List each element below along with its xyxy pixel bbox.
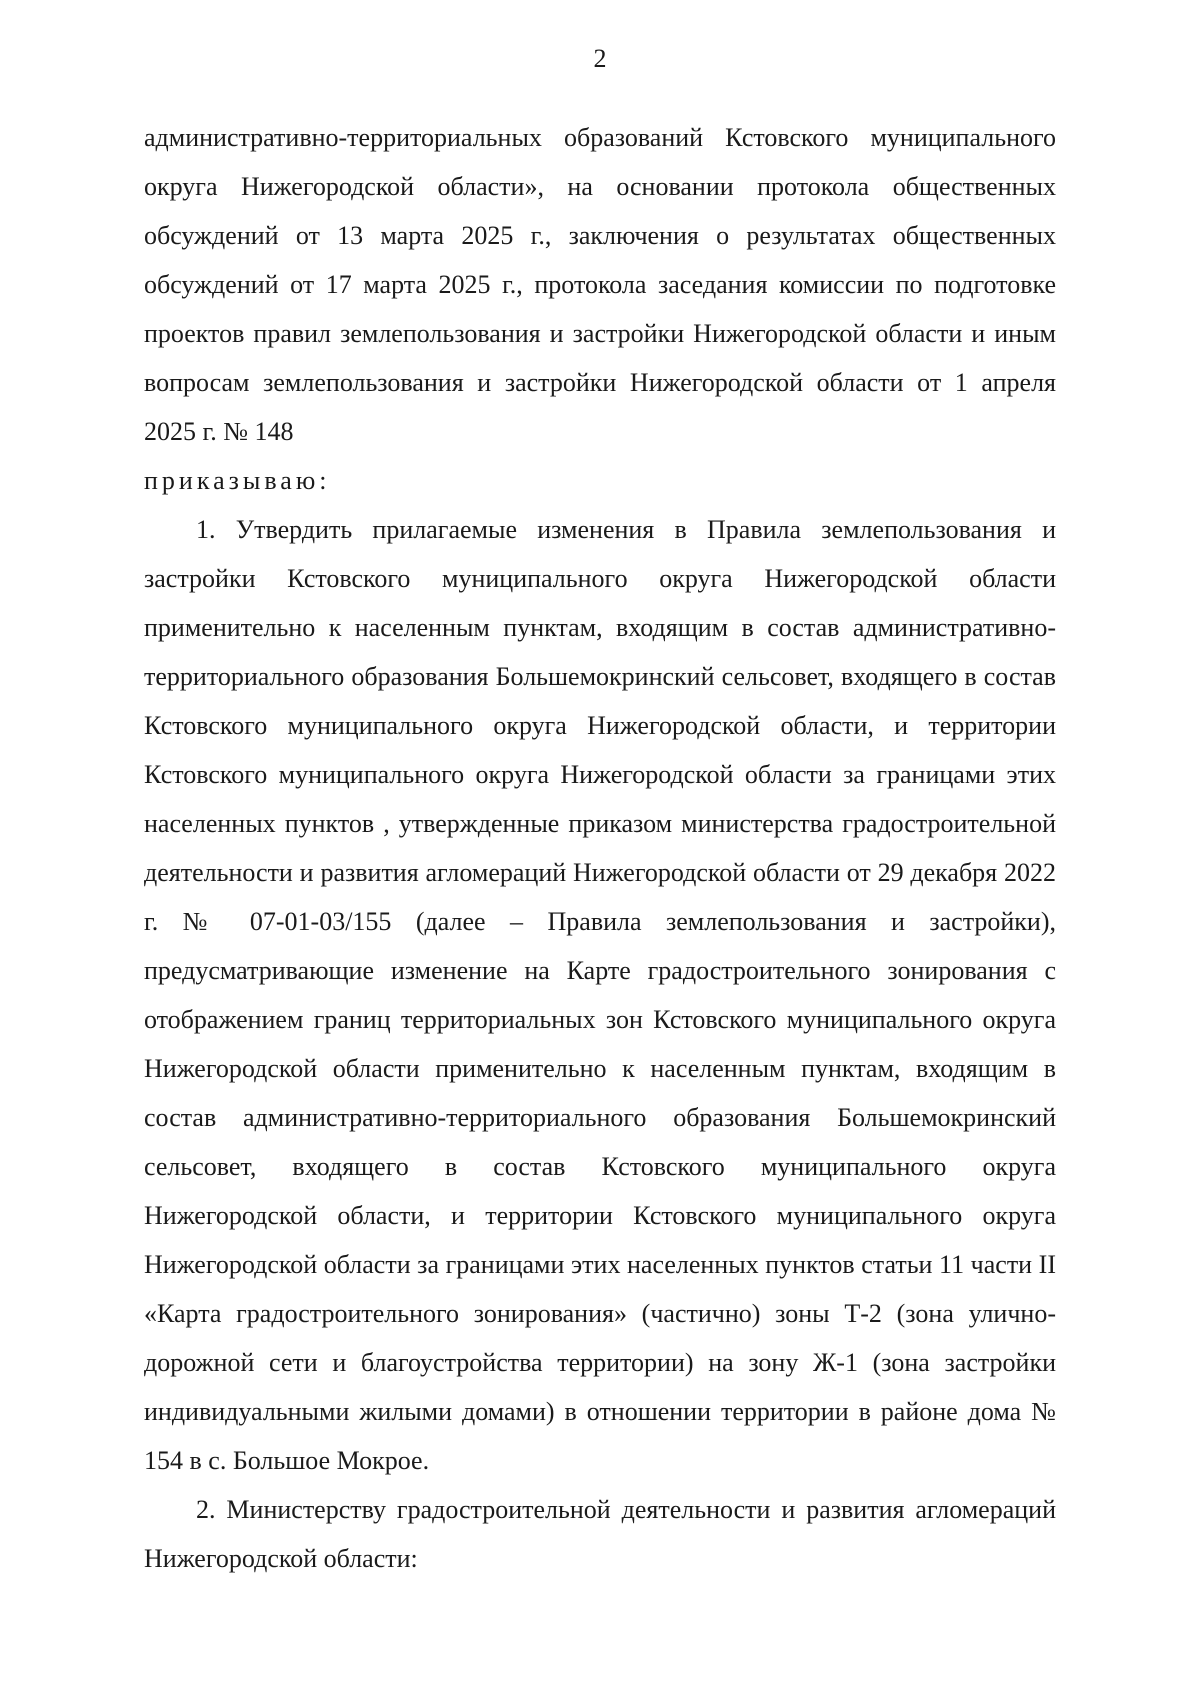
item-1-paragraph: 1. Утвердить прилагаемые изменения в Правила землепользования и застройки Кстовского муниципального округа Нижегородской области применительно к населенным пунктам, входящим в состав административно-территориального образования Большемокринский сельсовет, входящего в состав Кстовского муниципального округа Нижегородской области, и территории Кстовского муниципального округа Нижегородской области за границами этих населенных пунктов , утвержденные приказом министерства градостроительной деятельности и развития агломераций Нижегородской области от 29 декабря 2022 г. № 07-01-03/155 (далее – Правила землепользования и застройки), предусматривающие изменение на Карте градостроительного зонирования с отображением границ территориальных зон Кстовского муниципального округа Нижегородской области применительно к населенным пунктам, входящим в состав административно-территориального образования Большемокринский сельсовет, входящего в состав Кстовского муниципального округа Нижегородской области, и территории Кстовского муниципального округа Нижегородской области за границами этих населенных пунктов статьи 11 части II «Карта градостроительного зонирования» (частично) зоны Т-2 (зона улично-дорожной сети и благоустройства территории) на зону Ж-1 (зона застройки индивидуальными жилыми домами) в отношении территории в районе дома № 154 в с. Большое Мокрое.	[144, 515, 1056, 1475]
item-2-paragraph: 2. Министерству градостроительной деятельности и развития агломераций Нижегородской области:	[144, 1495, 1056, 1573]
order-word: приказываю:	[144, 466, 331, 495]
page-number: 2	[593, 44, 607, 73]
document-body	[144, 113, 1056, 1583]
intro-paragraph: административно-территориальных образований Кстовского муниципального округа Нижегородской области», на основании протокола общественных обсуждений от 13 марта 2025 г., заключения о результатах общественных обсуждений от 17 марта 2025 г., протокола заседания комиссии по подготовке проектов правил землепользования и застройки Нижегородской области и иным вопросам землепользования и застройки Нижегородской области от 1 апреля 2025 г. № 148	[144, 123, 1056, 446]
